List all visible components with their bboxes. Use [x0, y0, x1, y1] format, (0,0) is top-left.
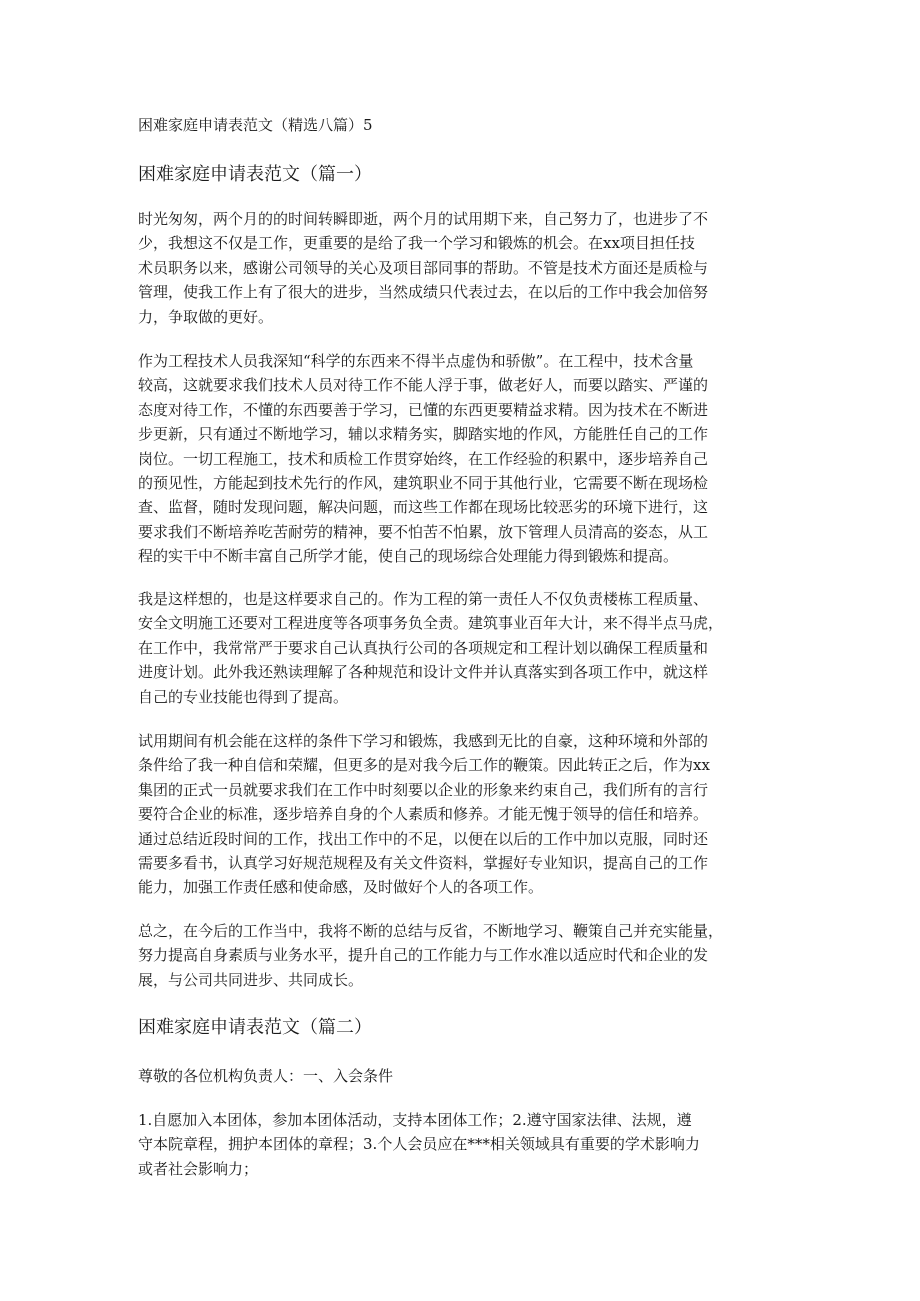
section-heading-2: 困难家庭申请表范文（篇二） [138, 1017, 372, 1038]
paragraph-line: 力，争取做的更好。 [138, 307, 274, 326]
paragraph-line: 1.自愿加入本团体，参加本团体活动，支持本团体工作；2.遵守国家法律、法规，遵 [138, 1111, 692, 1129]
paragraph-line: 安全文明施工还要对工程进度等各项事务负全责。建筑事业百年大计，来不得半点马虎， [138, 614, 724, 633]
paragraph-line: 态度对待工作，不懂的东西要善于学习，已懂的东西更要精益求精。因为技术在不断进 [138, 400, 709, 419]
paragraph-2 [138, 349, 788, 569]
paragraph-line: 较高，这就要求我们技术人员对待工作不能人浮于事，做老好人，而要以踏实、严谨的 [138, 376, 709, 395]
paragraph-line: 要符合企业的标准，逐步培养自身的个人素质和修养。才能无愧于领导的信任和培养。 [138, 805, 709, 824]
paragraph-line: 通过总结近段时间的工作，找出工作中的不足，以便在以后的工作中加以克服，同时还 [138, 829, 709, 848]
paragraph-4 [138, 729, 788, 900]
paragraph-line: 条件给了我一种自信和荣耀，但更多的是对我今后工作的鞭策。因此转正之后，作为xx [138, 756, 710, 775]
paragraph-line: 守本院章程，拥护本团体的章程；3.个人会员应在***相关领域具有重要的学术影响力 [138, 1135, 700, 1154]
paragraph-line: 总之，在今后的工作当中，我将不断的总结与反省，不断地学习、鞭策自己并充实能量， [138, 922, 724, 940]
paragraph-line: 试用期间有机会能在这样的条件下学习和锻炼，我感到无比的自豪，这种环境和外部的 [138, 732, 709, 750]
paragraph-line: 努力提高自身素质与业务水平，提升自己的工作能力与工作水准以适应时代和企业的发 [138, 946, 709, 965]
paragraph-line: 或者社会影响力； [138, 1159, 259, 1178]
paragraph-line: 术员职务以来，感谢公司领导的关心及项目部同事的帮助。不管是技术方面还是质检与 [138, 258, 709, 277]
paragraph-line: 在工作中，我常常严于要求自己认真执行公司的各项规定和工程计划以确保工程质量和 [138, 638, 709, 657]
paragraph-3 [138, 587, 788, 709]
paragraph-line: 需要多看书，认真学习好规范规程及有关文件资料，掌握好专业知识，提高自己的工作 [138, 854, 709, 873]
paragraph-line: 时光匆匆，两个月的的时间转瞬即逝，两个月的试用期下来，自己努力了，也进步了不 [138, 210, 709, 228]
paragraph-6 [138, 1108, 788, 1181]
paragraph-line: 步更新，只有通过不断地学习，辅以求精务实，脚踏实地的作风，方能胜任自己的工作 [138, 425, 709, 444]
paragraph-line: 少，我想这不仅是工作，更重要的是给了我一个学习和锻炼的机会。在xx项目担任技 [138, 234, 695, 253]
paragraph-line: 查、监督，随时发现问题，解决问题，而这些工作都在现场比较恶劣的环境下进行，这 [138, 498, 709, 517]
salutation: 尊敬的各位机构负责人：一、入会条件 [138, 1067, 394, 1085]
paragraph-line: 岗位。一切工程施工，技术和质检工作贯穿始终，在工作经验的积累中，逐步培养自己 [138, 449, 709, 468]
paragraph-line: 集团的正式一员就要求我们在工作中时刻要以企业的形象来约束自己，我们所有的言行 [138, 780, 709, 799]
paragraph-line: 程的实干中不断丰富自己所学才能，使自己的现场综合处理能力得到锻炼和提高。 [138, 547, 679, 566]
paragraph-line: 作为工程技术人员我深知“科学的东西来不得半点虚伪和骄傲”。在工程中，技术含量 [138, 352, 694, 370]
paragraph-5 [138, 919, 788, 992]
paragraph-line: 要求我们不断培养吃苦耐劳的精神，要不怕苦不怕累，放下管理人员清高的姿态，从工 [138, 522, 709, 541]
paragraph-line: 能力，加强工作责任感和使命感，及时做好个人的各项工作。 [138, 878, 544, 897]
paragraph-line: 自己的专业技能也得到了提高。 [138, 687, 349, 706]
paragraph-line: 的预见性，方能起到技术先行的作风，建筑职业不同于其他行业，它需要不断在现场检 [138, 474, 709, 493]
paragraph-line: 进度计划。此外我还熟读理解了各种规范和设计文件并认真落实到各项工作中，就这样 [138, 663, 709, 682]
paragraph-line: 管理，使我工作上有了很大的进步，当然成绩只代表过去，在以后的工作中我会加倍努 [138, 283, 709, 302]
section-heading-1: 困难家庭申请表范文（篇一） [138, 164, 372, 185]
document-title: 困难家庭申请表范文（精选八篇）5 [138, 116, 373, 134]
paragraph-line: 我是这样想的，也是这样要求自己的。作为工程的第一责任人不仅负责楼栋工程质量、 [138, 590, 709, 608]
paragraph-line: 展，与公司共同进步、共同成长。 [138, 970, 364, 989]
paragraph-1 [138, 207, 788, 329]
